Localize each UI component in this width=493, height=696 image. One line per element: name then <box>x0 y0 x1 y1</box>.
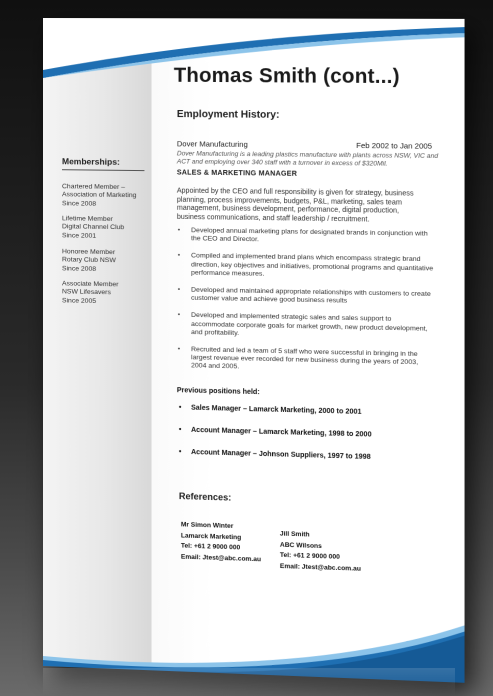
membership-item: Lifetime Member Digital Channel Club Since 2001 <box>61 215 125 240</box>
reference-name: Mr Simon Winter <box>180 521 234 531</box>
bullet-icon: • <box>178 448 182 456</box>
reference-entry <box>181 520 261 565</box>
membership-item: Chartered Member – Association of Marketing Since 2008 <box>61 183 137 208</box>
job-company-description: Dover Manufacturing is a leading plastics manufacture with plants across NSW, VIC and ACT and employing over 340 staff with a turnover in excess of $320Mil. <box>176 150 439 168</box>
employment-history-heading: Employment History: <box>176 108 280 121</box>
previous-positions-heading: Previous positions held: <box>176 387 260 397</box>
first-name: Thomas <box>173 64 254 88</box>
page-reflection <box>43 668 455 696</box>
last-name-continued: Smith (cont...) <box>259 65 400 89</box>
page-title <box>174 65 400 90</box>
duties-list <box>177 227 434 377</box>
memberships-heading: Memberships: <box>61 156 120 167</box>
job-dates: Feb 2002 to Jan 2005 <box>356 140 433 151</box>
resume-page <box>43 18 465 683</box>
references-heading: References: <box>178 490 232 503</box>
reference-email: Email: Jtest@abc.com.au <box>279 562 361 573</box>
bullet-icon: • <box>178 404 182 412</box>
duty-item: • Recruited and led a team of 5 staff who were successful in bringing in the largest revenue ever recorded for new business during the years of 2003, 2004 and 2005. <box>177 346 419 371</box>
previous-position-item: • Sales Manager – Lamarck Marketing, 2000 to 2001 <box>178 404 362 416</box>
duty-item: • Compiled and implemented brand plans which encompass strategic brand direction, key objectives and initiatives, promotional programs and quantitative performance measures. <box>177 252 434 278</box>
bullet-icon: • <box>177 287 181 294</box>
reference-entry <box>280 529 361 574</box>
reference-company: Lamarck Marketing <box>180 531 242 541</box>
duty-item: • Developed and implemented strategic sales and sales support to accommodate corporate goals for market growth, new product development, and profitability. <box>177 312 428 337</box>
sidebar <box>43 18 152 670</box>
previous-positions-list <box>177 404 372 476</box>
job-intro-paragraph: Appointed by the CEO and full responsibility is given for strategy, business planning, process improvements, budgets, P&L, marketing, sales team management, business development, performance, digital production, business communications, and staff leadership / recruitment. <box>176 187 414 223</box>
reference-name: Jill Smith <box>279 530 310 539</box>
duty-item: • Developed annual marketing plans for designated brands in conjunction with the CEO and Director. <box>177 227 428 244</box>
previous-position-item: • Account Manager – Lamarck Marketing, 1998 to 2000 <box>178 426 372 439</box>
bullet-icon: • <box>177 227 181 234</box>
duty-item: • Developed and maintained appropriate relationships with customers to create customer value and achieve good business results <box>177 286 431 305</box>
bullet-icon: • <box>177 313 181 320</box>
membership-item: Honoree Member Rotary Club NSW Since 2008 <box>61 248 116 273</box>
job-company: Dover Manufacturing <box>176 139 248 149</box>
reference-phone: Tel: +61 2 9000 000 <box>279 551 340 561</box>
reference-email: Email: Jtest@abc.com.au <box>180 553 262 563</box>
reference-company: ABC Wilsons <box>279 541 322 550</box>
membership-item: Associate Member NSW Lifesavers Since 2005 <box>61 280 119 305</box>
previous-position-item: • Account Manager – Johnson Suppliers, 1997 to 1998 <box>178 448 371 461</box>
bullet-icon: • <box>177 253 181 260</box>
reference-phone: Tel: +61 2 9000 000 <box>180 542 241 552</box>
bullet-icon: • <box>177 346 181 353</box>
bullet-icon: • <box>178 426 182 434</box>
job-role-title: SALES & MARKETING MANAGER <box>176 169 298 178</box>
